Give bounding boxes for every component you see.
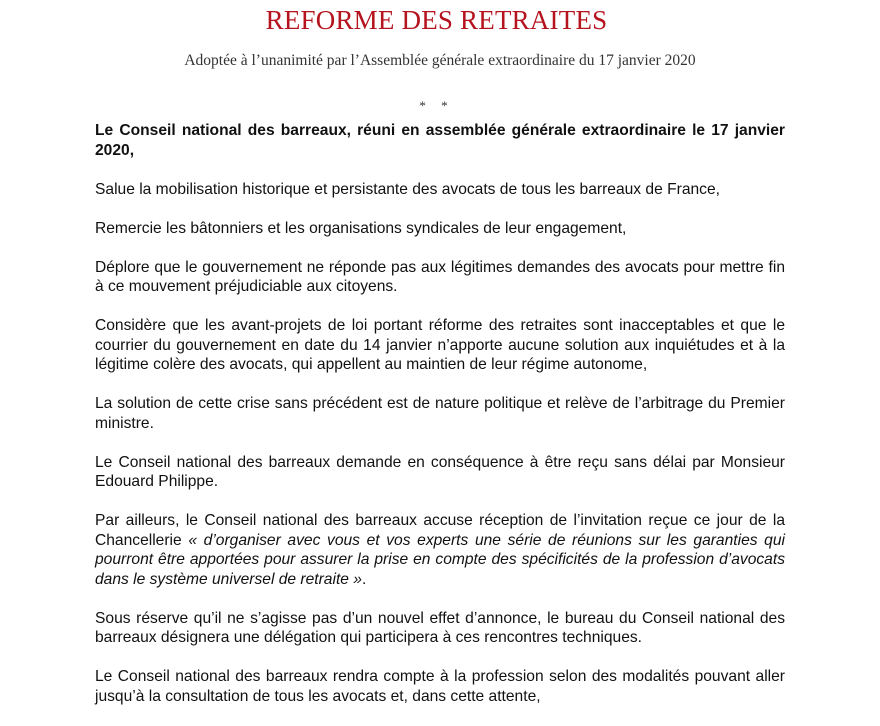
document-subtitle: Adoptée à l’unanimité par l’Assemblée générale extraordinaire du 17 janvier 2020: [184, 52, 696, 69]
paragraph-salue: Salue la mobilisation historique et persistante des avocats de tous les barreaux de France,: [95, 180, 720, 198]
invitation-text-after: .: [361, 570, 367, 588]
invitation-quote: « d’organiser avec vous et vos experts une série de réunions sur les garanties qui pourront être apportées pour assurer la prise en compte des spécificités de la profession d’avocats dans le système universel de retraite »: [95, 531, 785, 588]
document-body: [95, 121, 785, 726]
paragraph-compte: Le Conseil national des barreaux rendra compte à la profession selon des modalités pouvant aller jusqu’à la consultation de tous les avocats et, dans cette attente,: [95, 668, 785, 705]
invitation-text-before: Par ailleurs, le Conseil national des barreaux accuse réception de l’invitation reçue ce jour de la Chancellerie: [95, 512, 785, 549]
paragraph-considere: Considère que les avant-projets de loi portant réforme des retraites sont inacceptables et que le courrier du gouvernement en date du 14 janvier n’apporte aucune solution aux inquiétudes et à la légitime colère des avocats, qui appellent au maintien de leur régime autonome,: [95, 317, 785, 373]
paragraph-deplore: Déplore que le gouvernement ne réponde pas aux légitimes demandes des avocats pour mettre fin à ce mouvement préjudiciable aux citoyens.: [95, 258, 785, 295]
document-title: REFORME DES RETRAITES: [265, 5, 608, 35]
paragraph-remercie: Remercie les bâtonniers et les organisations syndicales de leur engagement,: [95, 219, 627, 237]
paragraph-invitation: [95, 511, 785, 589]
paragraph-reserve: Sous réserve qu’il ne s’agisse pas d’un nouvel effet d’annonce, le bureau du Conseil national des barreaux désignera une délégation qui participera à ces rencontres techniques.: [95, 609, 785, 646]
paragraph-preamble: Le Conseil national des barreaux, réuni en assemblée générale extraordinaire le 17 janvier 2020,: [95, 122, 785, 159]
paragraph-solution: La solution de cette crise sans précédent est de nature politique et relève de l’arbitrage du Premier ministre.: [95, 395, 785, 432]
paragraph-demande: Le Conseil national des barreaux demande en conséquence à être reçu sans délai par Monsieur Edouard Philippe.: [95, 453, 785, 490]
section-separator: * *: [419, 98, 454, 113]
